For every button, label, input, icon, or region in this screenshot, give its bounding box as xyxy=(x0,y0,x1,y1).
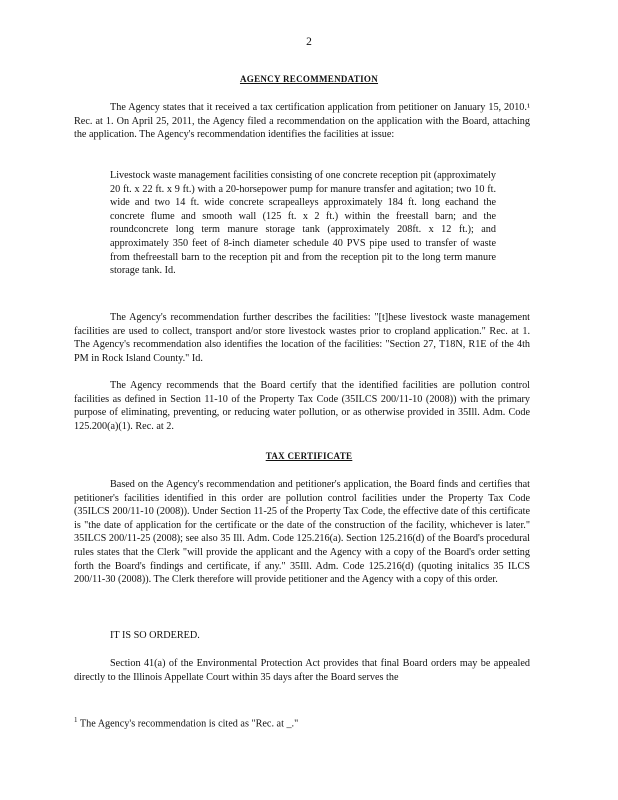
heading-agency-recommendation-text: AGENCY RECOMMENDATION xyxy=(239,74,379,84)
so-ordered-text: IT IS SO ORDERED. xyxy=(110,630,200,641)
footnote xyxy=(74,716,298,729)
page-number: 2 xyxy=(306,36,312,48)
block-quote-facilities: Livestock waste management facilities consisting of one concrete reception pit (approximately 20 ft. x 22 ft. x 9 ft.) with a 20-horsepower pump for manure transfer and agitation; two 10 ft. wide and two 14 ft. wide concrete scrapealleys approximately 184 ft. long eachand the concrete flume and smooth wall (125 ft. x 2 ft.) within the freestall barn; and the roundconcrete long term manure storage tank (approximately 208ft. x 12 ft.); and approximately 350 feet of 8-inch diameter schedule 40 PVS pipe used to transfer of waste from thefreestall barn to the reception pit and from the reception pit to the long term manure storage tank. Id. xyxy=(110,170,496,277)
heading-tax-certificate-text: TAX CERTIFICATE xyxy=(265,451,353,461)
paragraph-facility-description: The Agency's recommendation further describes the facilities: "[t]hese livestock waste management facilities are used to collect, transport and/or store livestock wastes prior to cropland application." Rec. at 1. The Agency's recommendation also identifies the location of the facilities: "Section 27, T18N, R1E of the 4th PM in Rock Island County." Id. xyxy=(74,312,530,364)
footnote-mark: 1 xyxy=(74,716,78,724)
paragraph-agency-recommends: The Agency recommends that the Board certify that the identified facilities are pollution control facilities as defined in Section 11-10 of the Property Tax Code (35ILCS 200/11-10 (2008)) with the primary purpose of eliminating, preventing, or reducing water pollution, or as otherwise provided in 35Ill. Adm. Code 125.200(a)(1). Rec. at 2. xyxy=(74,380,530,432)
paragraph-board-finding: Based on the Agency's recommendation and petitioner's application, the Board finds and certifies that petitioner's facilities identified in this order are pollution control facilities under the Property Tax Code (35ILCS 200/11-10 (2008)). Under Section 11-25 of the Property Tax Code, the effective date of this certificate is "the date of application for the certificate or the date of the construction of the facility, whichever is later." 35ILCS 200/11-25 (2008); see also 35 Ill. Adm. Code 125.216(a). Section 125.216(d) of the Board's procedural rules states that the Clerk "will provide the applicant and the Agency with a copy of the Board's order setting forth the Board's findings and certificate, if any." 35Ill. Adm. Code 125.216(d) (quoting initalics 35 ILCS 200/11-30 (2008)). The Clerk therefore will provide petitioner and the Agency with a copy of this order. xyxy=(74,479,530,586)
heading-agency-recommendation xyxy=(0,74,618,84)
paragraph-application: The Agency states that it received a tax certification application from petitioner on January 15, 2010.¹ Rec. at 1. On April 25, 2011, the Agency filed a recommendation on the application with the Board, attaching the application. The Agency's recommendation identifies the facilities at issue: xyxy=(74,102,530,141)
heading-tax-certificate xyxy=(0,451,618,461)
paragraph-appeal: Section 41(a) of the Environmental Protection Act provides that final Board orders may be appealed directly to the Illinois Appellate Court within 35 days after the Board serves the xyxy=(74,658,530,683)
footnote-text: The Agency's recommendation is cited as "Rec. at _." xyxy=(79,718,299,730)
